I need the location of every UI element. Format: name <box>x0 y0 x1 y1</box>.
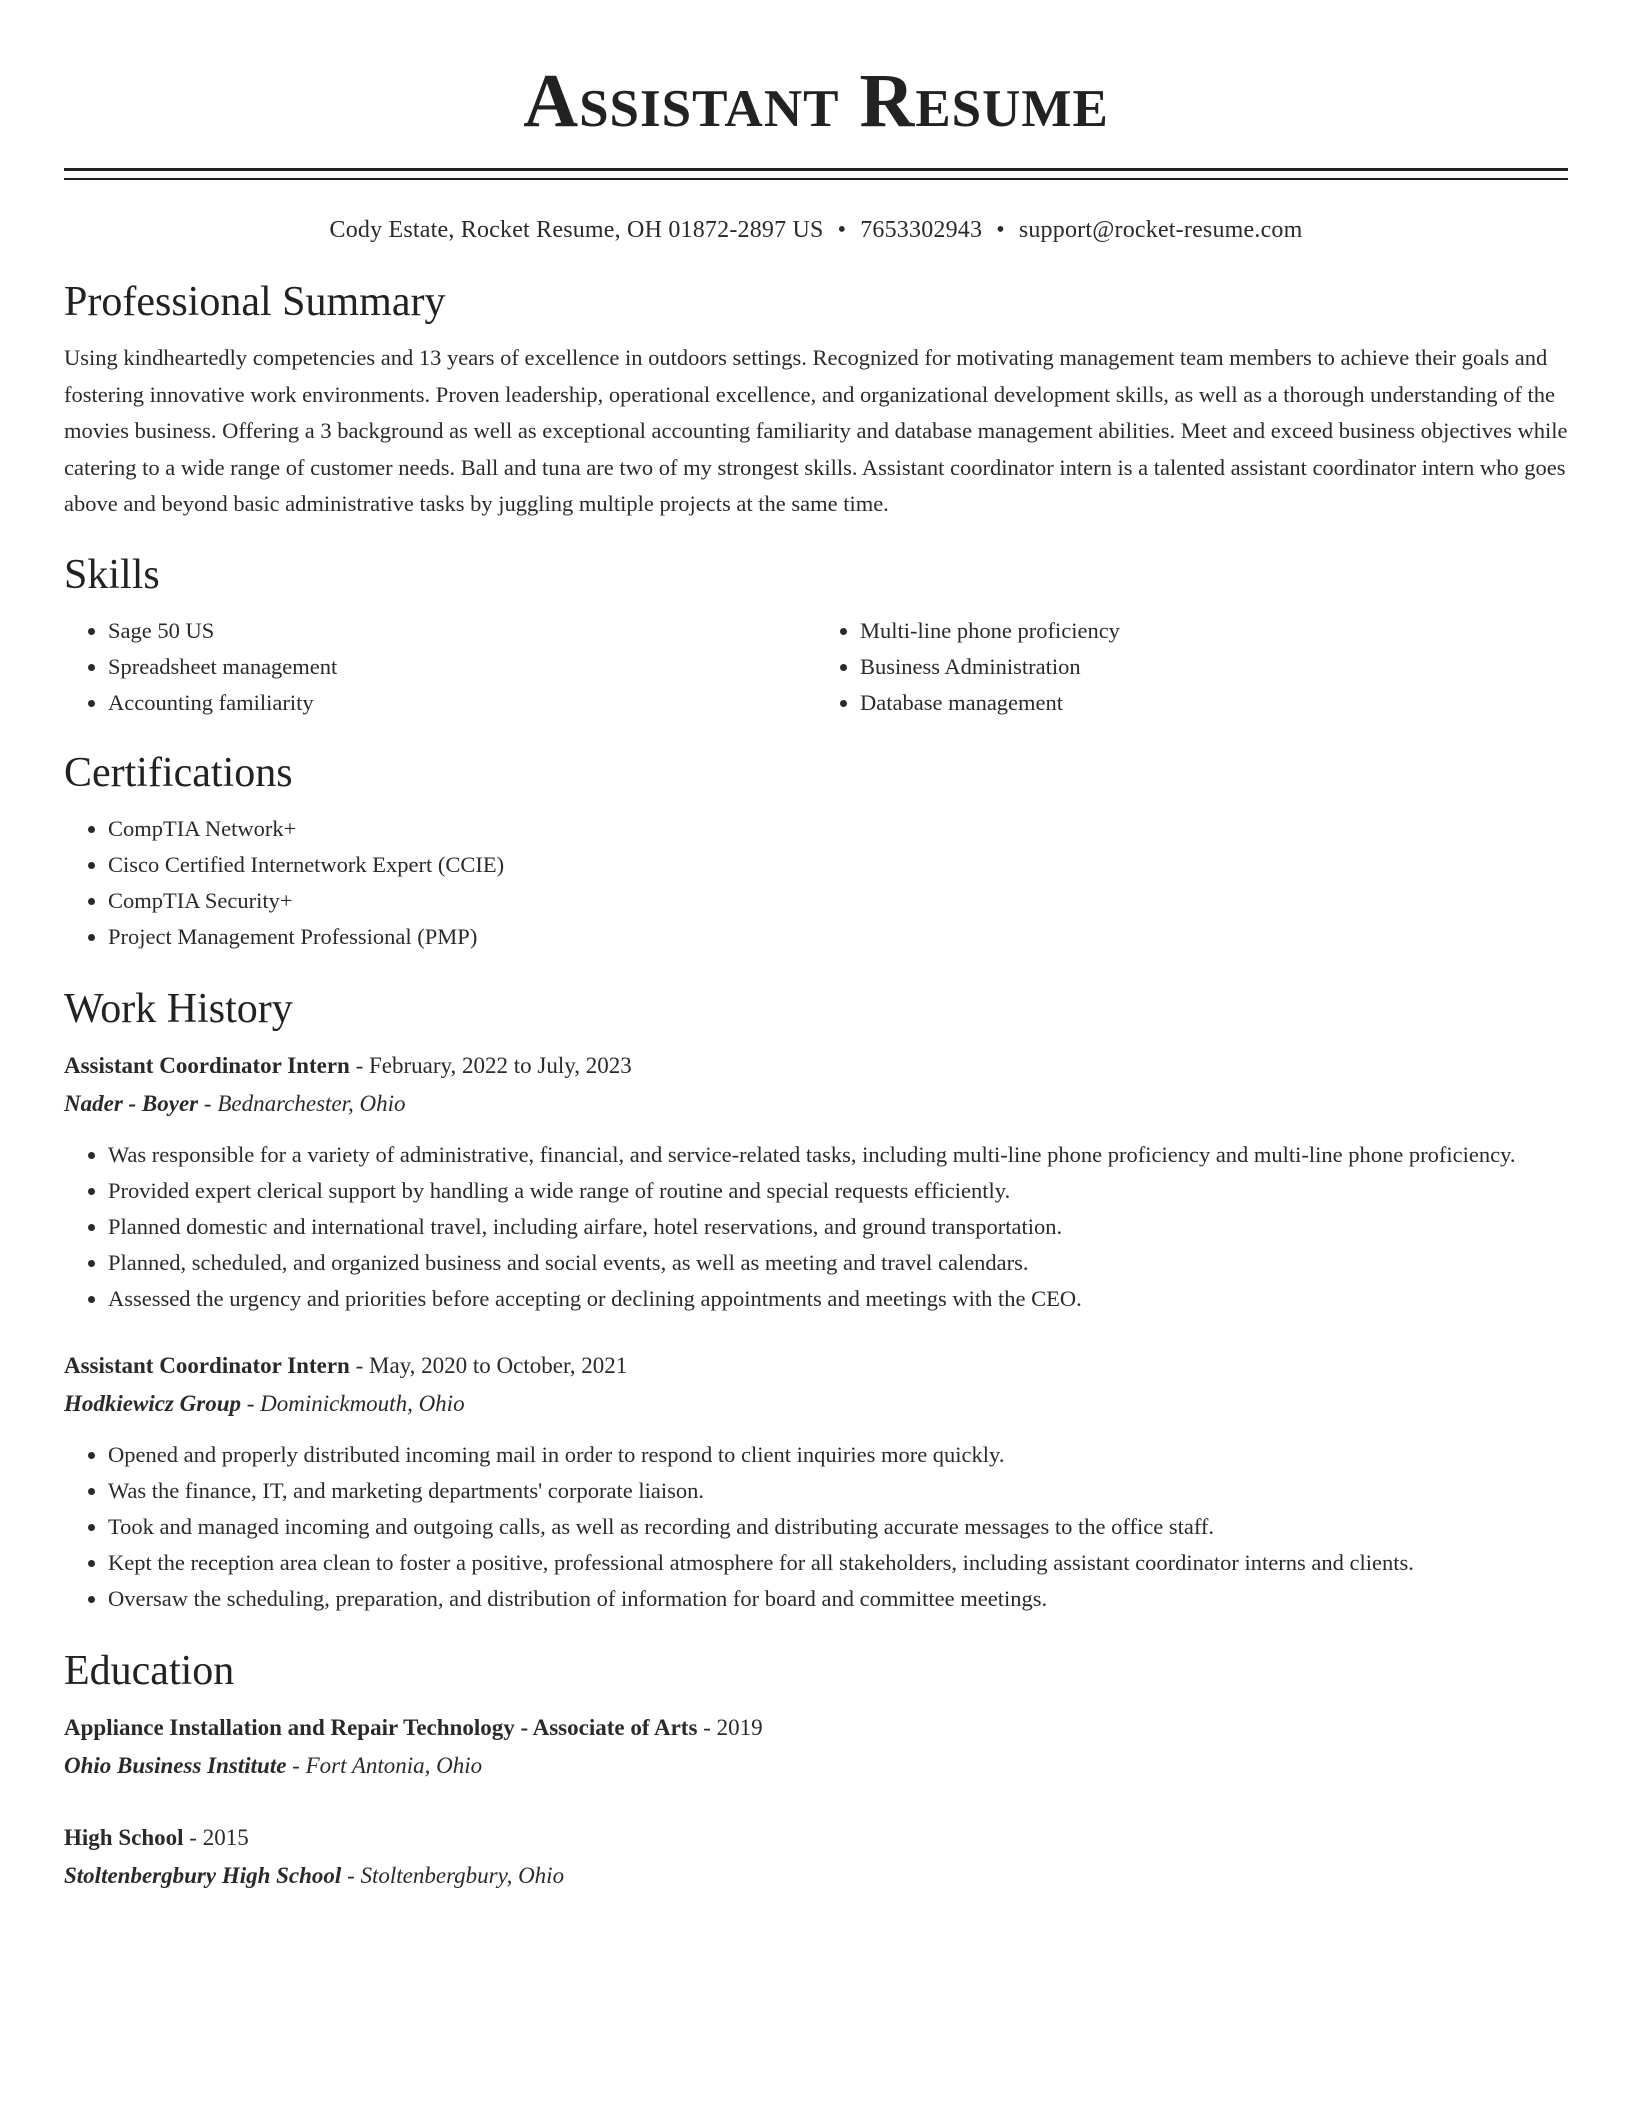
certifications-list <box>64 811 1568 955</box>
certification-item: • Project Management Professional (PMP) <box>108 919 1568 955</box>
summary-text: Using kindheartedly competencies and 13 years of excellence in outdoors settings. Recognized for motivating management team members to achieve their goals and fostering innovative work environments. Proven leadership, operational excellence, and organizational development skills, as well as a thorough understanding of the movies business. Offering a 3 background as well as exceptional accounting familiarity and database management abilities. Meet and exceed business objectives while catering to a wide range of customer needs. Ball and tuna are two of my strongest skills. Assistant coordinator intern is a talented assistant coordinator intern who goes above and beyond basic administrative tasks by juggling multiple projects at the same time. <box>64 345 1568 516</box>
education-entry <box>64 1819 1568 1895</box>
job-location: Bednarchester, Ohio <box>217 1090 406 1116</box>
job-bullet: • Kept the reception area clean to foster a positive, professional atmosphere for all stakeholders, including assistant coordinator interns and clients. <box>108 1545 1568 1581</box>
contact-phone: 7653302943 <box>860 217 983 243</box>
job-bullet: • Oversaw the scheduling, preparation, and distribution of information for board and committee meetings. <box>108 1581 1568 1617</box>
certification-item: • Cisco Certified Internetwork Expert (CCIE) <box>108 847 1568 883</box>
certification-item: • CompTIA Security+ <box>108 883 1568 919</box>
job-dates: May, 2020 to October, 2021 <box>369 1352 628 1378</box>
skills-list-right <box>816 613 1568 721</box>
education-school: Ohio Business Institute <box>64 1752 287 1778</box>
job-title: Assistant Coordinator Intern <box>64 1352 350 1378</box>
dash: - <box>240 1390 261 1416</box>
education-year: 2015 <box>202 1824 249 1850</box>
contact-separator: • <box>837 217 847 243</box>
section-heading-work-history: Work History <box>64 985 293 1032</box>
job-company: Nader - Boyer <box>64 1090 199 1116</box>
dash: - <box>183 1824 203 1850</box>
job-entry <box>64 1347 1568 1617</box>
job-title: Assistant Coordinator Intern <box>64 1052 350 1078</box>
title-divider-thick <box>64 168 1568 171</box>
job-company: Hodkiewicz Group <box>64 1390 241 1416</box>
contact-line <box>64 214 1568 246</box>
skill-item: • Sage 50 US <box>108 613 816 649</box>
job-bullets <box>64 1137 1568 1317</box>
contact-address: Cody Estate, Rocket Resume, OH 01872-2897 US <box>329 217 824 243</box>
job-bullet: • Provided expert clerical support by handling a wide range of routine and special requests efficiently. <box>108 1173 1568 1209</box>
job-bullet: • Opened and properly distributed incoming mail in order to respond to client inquiries more quickly. <box>108 1437 1568 1473</box>
skill-item: • Multi-line phone proficiency <box>860 613 1568 649</box>
job-company-line <box>64 1085 1568 1123</box>
job-bullet: • Planned, scheduled, and organized business and social events, as well as meeting and travel calendars. <box>108 1245 1568 1281</box>
education-year: 2019 <box>716 1714 763 1740</box>
job-company-line <box>64 1385 1568 1423</box>
title-divider-thin <box>64 178 1568 180</box>
skills-grid <box>64 613 1568 721</box>
section-heading-skills: Skills <box>64 551 160 598</box>
education-location: Stoltenbergbury, Ohio <box>360 1862 565 1888</box>
education-school: Stoltenbergbury High School <box>64 1862 342 1888</box>
job-dates: February, 2022 to July, 2023 <box>369 1052 632 1078</box>
skill-item: • Database management <box>860 685 1568 721</box>
job-bullet: • Assessed the urgency and priorities before accepting or declining appointments and meetings with the CEO. <box>108 1281 1568 1317</box>
job-title-line <box>64 1347 1568 1385</box>
dash: - <box>341 1862 361 1888</box>
education-degree: Appliance Installation and Repair Technology - Associate of Arts <box>64 1714 698 1740</box>
job-entry <box>64 1047 1568 1317</box>
job-bullet: • Was responsible for a variety of administrative, financial, and service-related tasks, including multi-line phone proficiency and multi-line phone proficiency. <box>108 1137 1568 1173</box>
education-school-line <box>64 1857 1568 1895</box>
dash: - <box>349 1352 369 1378</box>
section-heading-certifications: Certifications <box>64 749 293 796</box>
dash: - <box>198 1090 218 1116</box>
job-bullet: • Was the finance, IT, and marketing departments' corporate liaison. <box>108 1473 1568 1509</box>
job-bullets <box>64 1437 1568 1617</box>
resume-title: Assistant Resume <box>523 59 1109 143</box>
education-degree-line <box>64 1819 1568 1857</box>
job-bullet: • Took and managed incoming and outgoing calls, as well as recording and distributing accurate messages to the office staff. <box>108 1509 1568 1545</box>
contact-email: support@rocket-resume.com <box>1018 217 1303 243</box>
dash: - <box>697 1714 717 1740</box>
skills-list-left <box>64 613 816 721</box>
job-bullet: • Planned domestic and international travel, including airfare, hotel reservations, and ground transportation. <box>108 1209 1568 1245</box>
skill-item: • Business Administration <box>860 649 1568 685</box>
contact-separator: • <box>996 217 1005 243</box>
dash: - <box>286 1752 306 1778</box>
section-heading-education: Education <box>64 1647 235 1694</box>
resume-content <box>64 0 1568 1895</box>
education-location: Fort Antonia, Ohio <box>305 1752 483 1778</box>
job-location: Dominickmouth, Ohio <box>260 1390 465 1416</box>
job-title-line <box>64 1047 1568 1085</box>
dash: - <box>349 1052 369 1078</box>
certification-item: • CompTIA Network+ <box>108 811 1568 847</box>
education-school-line <box>64 1747 1568 1785</box>
section-heading-summary: Professional Summary <box>64 279 446 325</box>
skill-item: • Spreadsheet management <box>108 649 816 685</box>
education-entry <box>64 1709 1568 1785</box>
education-degree-line <box>64 1709 1568 1747</box>
education-degree: High School <box>64 1824 184 1850</box>
skill-item: • Accounting familiarity <box>108 685 816 721</box>
